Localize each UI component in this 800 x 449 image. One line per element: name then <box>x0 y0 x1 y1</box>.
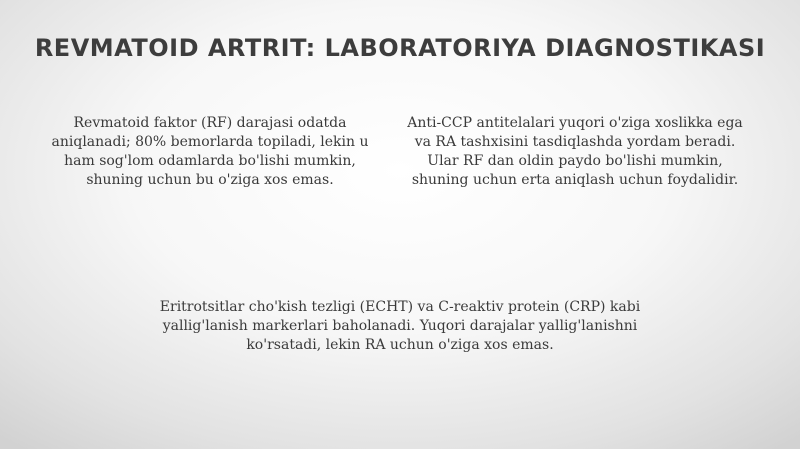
slide-title: REVMATOID ARTRIT: LABORATORIYA DIAGNOSTIKASI <box>34 34 766 62</box>
rf-text-block: Revmatoid faktor (RF) darajasi odatda aniqlanadi; 80% bemorlarda topiladi, lekin u ham sog'lom odamlarda bo'lishi mumkin, shuning uchun bu o'ziga xos emas. <box>51 115 369 188</box>
anti-ccp-text-block: Anti-CCP antitelalari yuqori o'ziga xoslikka ega va RA tashxisini tasdiqlashda yordam beradi. Ular RF dan oldin paydo bo'lishi mumkin, shuning uchun erta aniqlash uchun foydalidir. <box>407 115 743 188</box>
inflammation-markers-text-block: Eritrotsitlar cho'kish tezligi (ECHT) va C-reaktiv protein (CRP) kabi yallig'lanish markerlari baholanadi. Yuqori darajalar yallig'lanishni ko'rsatadi, lekin RA uchun o'ziga xos emas. <box>159 299 641 353</box>
